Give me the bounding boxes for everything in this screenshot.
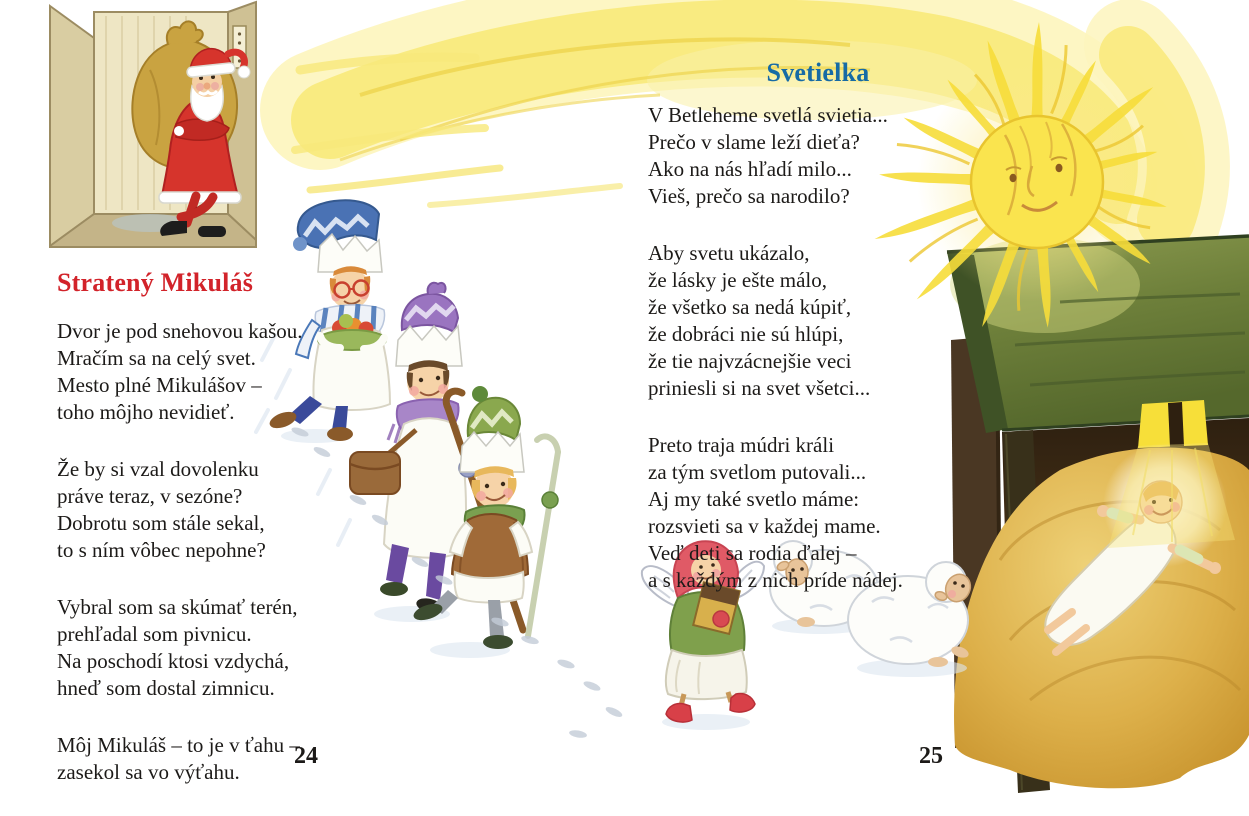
poem-line: toho môjho nevidieť. bbox=[57, 400, 235, 424]
poem-stranteny-mikulas bbox=[57, 268, 367, 816]
poem-line: že všetko sa nedá kúpiť, bbox=[648, 295, 852, 319]
poem-line: Mesto plné Mikulášov – bbox=[57, 373, 262, 397]
stanza bbox=[648, 240, 988, 402]
poem-line: Aj my také svetlo máme: bbox=[648, 487, 860, 511]
stanza bbox=[648, 102, 988, 210]
poem-line: Vieš, prečo sa narodilo? bbox=[648, 184, 850, 208]
poem-line: Mračím sa na celý svet. bbox=[57, 346, 256, 370]
page-number-right: 25 bbox=[919, 743, 943, 769]
poem-line: že lásky je ešte málo, bbox=[648, 268, 828, 292]
stanza bbox=[57, 456, 367, 564]
poem-line: Dobrotu som stále sekal, bbox=[57, 511, 265, 535]
right-poem-title: Svetielka bbox=[766, 58, 870, 87]
left-poem-title: Stratený Mikuláš bbox=[57, 268, 254, 297]
poem-line: že tie najvzácnejšie veci bbox=[648, 349, 852, 373]
poem-line: V Betleheme svetlá svietia... bbox=[648, 103, 888, 127]
poem-line: Veď deti sa rodia ďalej – bbox=[648, 541, 857, 565]
poem-svetielka bbox=[648, 58, 988, 624]
poem-line: priniesli si na svet všetci... bbox=[648, 376, 871, 400]
page-number-left: 24 bbox=[294, 743, 318, 769]
poem-line: Môj Mikuláš – to je v ťahu – bbox=[57, 733, 300, 757]
poem-line: Preto traja múdri králi bbox=[648, 433, 835, 457]
stanza bbox=[57, 732, 367, 786]
poem-line: Ako na nás hľadí milo... bbox=[648, 157, 852, 181]
stanza bbox=[57, 318, 367, 426]
poem-line: Dvor je pod snehovou kašou. bbox=[57, 319, 303, 343]
poem-line: Že by si vzal dovolenku bbox=[57, 457, 259, 481]
poem-line: Prečo v slame leží dieťa? bbox=[648, 130, 860, 154]
poem-line: a s každým z nich príde nádej. bbox=[648, 568, 903, 592]
stanza bbox=[57, 594, 367, 702]
poem-line: práve teraz, v sezóne? bbox=[57, 484, 243, 508]
poem-line: hneď som dostal zimnicu. bbox=[57, 676, 275, 700]
poem-line: že dobráci nie sú hlúpi, bbox=[648, 322, 844, 346]
poem-line: Vybral som sa skúmať terén, bbox=[57, 595, 298, 619]
stanza bbox=[648, 432, 988, 594]
poem-line: Na poschodí ktosi vzdychá, bbox=[57, 649, 290, 673]
poem-line: to s ním vôbec nepohne? bbox=[57, 538, 266, 562]
poem-line: zasekol sa vo výťahu. bbox=[57, 760, 240, 784]
poem-line: Aby svetu ukázalo, bbox=[648, 241, 810, 265]
poem-line: za tým svetlom putovali... bbox=[648, 460, 867, 484]
poem-line: prehľadal som pivnicu. bbox=[57, 622, 252, 646]
poem-line: rozsvieti sa v každej mame. bbox=[648, 514, 881, 538]
